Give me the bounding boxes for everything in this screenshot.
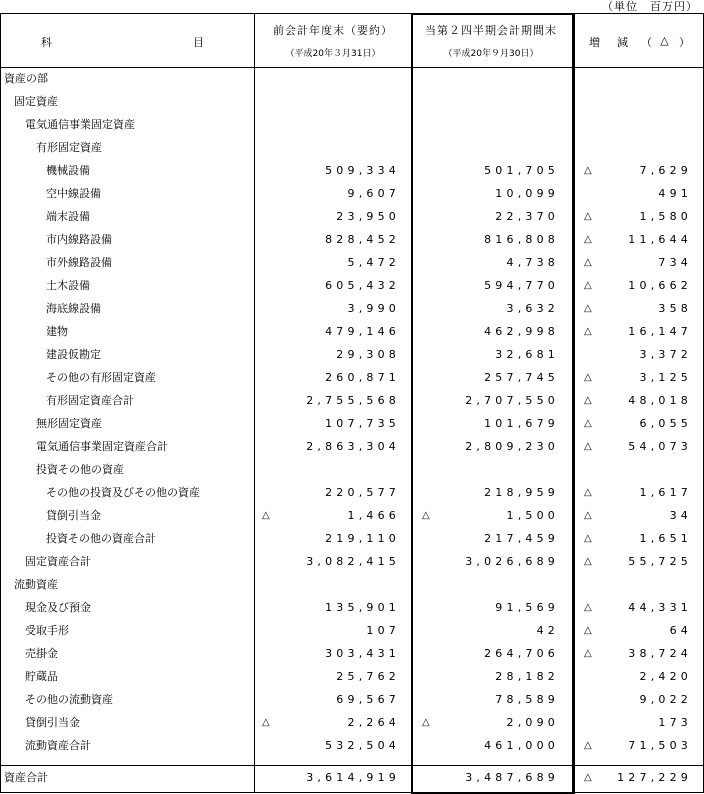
value-curr: 22,370 <box>495 210 559 223</box>
value-curr: 2,809,230 <box>465 440 559 453</box>
row-label: 固定資産合計 <box>25 555 91 568</box>
value-chg: 44,331 <box>628 601 692 614</box>
row-label: 受取手形 <box>25 624 69 637</box>
table-row <box>0 619 704 642</box>
row-label: 機械設備 <box>46 164 90 177</box>
table-row <box>0 573 704 596</box>
row-label: 貯蔵品 <box>25 670 58 683</box>
negative-mark: △ <box>584 740 592 751</box>
value-chg: 10,662 <box>628 279 692 292</box>
table-row <box>0 642 704 665</box>
negative-mark: △ <box>422 717 430 728</box>
value-prev: 107,735 <box>325 417 400 430</box>
value-chg: 16,147 <box>628 325 692 338</box>
table-row <box>0 205 704 228</box>
value-prev: 25,762 <box>336 670 400 683</box>
value-prev: 3,990 <box>347 302 400 315</box>
negative-mark: △ <box>584 602 592 613</box>
value-curr: 3,632 <box>506 302 559 315</box>
row-label: 現金及び預金 <box>25 601 91 614</box>
negative-mark: △ <box>584 418 592 429</box>
value-curr: 218,959 <box>484 486 559 499</box>
negative-mark: △ <box>262 717 270 728</box>
row-label: 電気通信事業固定資産合計 <box>36 440 168 453</box>
value-chg: 9,022 <box>639 693 692 706</box>
row-label: 投資その他の資産 <box>36 463 124 476</box>
row-label: 資産合計 <box>4 771 48 784</box>
negative-mark: △ <box>584 556 592 567</box>
value-chg: 55,725 <box>628 555 692 568</box>
value-curr: 462,998 <box>484 325 559 338</box>
header-subject-1: 科 <box>41 36 53 49</box>
value-prev: 107 <box>366 624 400 637</box>
value-curr: 91,569 <box>495 601 559 614</box>
row-label: 土木設備 <box>46 279 90 292</box>
value-curr: 257,745 <box>484 371 559 384</box>
value-chg: 48,018 <box>628 394 692 407</box>
value-curr: 2,707,550 <box>465 394 559 407</box>
value-curr: 78,589 <box>495 693 559 706</box>
row-label: その他の流動資産 <box>25 693 113 706</box>
value-curr: 461,000 <box>484 739 559 752</box>
header-change-4: △ <box>660 34 670 47</box>
value-prev: 1,466 <box>347 509 400 522</box>
value-prev: 532,504 <box>325 739 400 752</box>
value-chg: 358 <box>658 302 692 315</box>
row-label: 有形固定資産 <box>36 141 102 154</box>
value-chg: 127,229 <box>617 771 692 784</box>
value-curr: 10,099 <box>495 187 559 200</box>
row-label: 貸倒引当金 <box>25 716 80 729</box>
table-row <box>0 504 704 527</box>
value-curr: 101,679 <box>484 417 559 430</box>
table-row <box>0 412 704 435</box>
row-label: 建物 <box>46 325 68 338</box>
header-curr-date: （平成20年９月30日） <box>443 49 539 59</box>
negative-mark: △ <box>584 165 592 176</box>
negative-mark: △ <box>584 533 592 544</box>
negative-mark: △ <box>584 211 592 222</box>
table-row <box>0 766 704 789</box>
header-prev-date: （平成20年３月31日） <box>285 49 381 59</box>
table-row <box>0 596 704 619</box>
value-prev: 828,452 <box>325 233 400 246</box>
table-row <box>0 113 704 136</box>
row-label: 無形固定資産 <box>36 417 102 430</box>
row-label: 貸倒引当金 <box>46 509 101 522</box>
row-label: 市内線路設備 <box>46 233 112 246</box>
table-row <box>0 228 704 251</box>
value-curr: 42 <box>536 624 559 637</box>
table-row <box>0 297 704 320</box>
value-prev: 220,577 <box>325 486 400 499</box>
header-change-3: （ <box>641 36 653 49</box>
table-row <box>0 251 704 274</box>
value-curr: 816,808 <box>484 233 559 246</box>
value-chg: 38,724 <box>628 647 692 660</box>
row-label: 投資その他の資産合計 <box>46 532 156 545</box>
value-curr: 2,090 <box>506 716 559 729</box>
value-prev: 219,110 <box>325 532 400 545</box>
row-label: 固定資産 <box>14 95 58 108</box>
negative-mark: △ <box>422 510 430 521</box>
value-prev: 69,567 <box>336 693 400 706</box>
value-prev: 3,614,919 <box>306 771 400 784</box>
negative-mark: △ <box>584 280 592 291</box>
table-row <box>0 182 704 205</box>
negative-mark: △ <box>584 441 592 452</box>
negative-mark: △ <box>584 625 592 636</box>
header-curr: 当第２四半期会計期間末 <box>425 24 557 37</box>
negative-mark: △ <box>584 326 592 337</box>
row-label: 市外線路設備 <box>46 256 112 269</box>
table-row <box>0 481 704 504</box>
value-prev: 23,950 <box>336 210 400 223</box>
row-label: 空中線設備 <box>46 187 101 200</box>
negative-mark: △ <box>262 510 270 521</box>
row-label: 端末設備 <box>46 210 90 223</box>
negative-mark: △ <box>584 257 592 268</box>
value-chg: 734 <box>658 256 692 269</box>
value-prev: 2,863,304 <box>306 440 400 453</box>
value-chg: 34 <box>669 509 692 522</box>
value-prev: 29,308 <box>336 348 400 361</box>
negative-mark: △ <box>584 395 592 406</box>
value-curr: 4,738 <box>506 256 559 269</box>
value-prev: 2,755,568 <box>306 394 400 407</box>
value-chg: 71,503 <box>628 739 692 752</box>
value-chg: 11,644 <box>628 233 692 246</box>
table-row <box>0 458 704 481</box>
table-row <box>0 159 704 182</box>
negative-mark: △ <box>584 772 592 783</box>
header-prev: 前会計年度末（要約） <box>273 24 393 37</box>
row-label: 海底線設備 <box>46 302 101 315</box>
header-change-1: 増 <box>589 36 601 49</box>
value-prev: 3,082,415 <box>306 555 400 568</box>
row-label: 電気通信事業固定資産 <box>25 118 135 131</box>
value-chg: 7,629 <box>639 164 692 177</box>
table-row <box>0 711 704 734</box>
row-label: 流動資産合計 <box>25 739 91 752</box>
value-chg: 54,073 <box>628 440 692 453</box>
row-label: 資産の部 <box>4 72 48 85</box>
value-chg: 6,055 <box>639 417 692 430</box>
table-row <box>0 343 704 366</box>
table-row <box>0 366 704 389</box>
row-label: その他の投資及びその他の資産 <box>46 486 200 499</box>
header-change-5: ） <box>679 36 691 49</box>
header-change-2: 減 <box>617 36 629 49</box>
table-row <box>0 389 704 412</box>
row-label: 有形固定資産合計 <box>46 394 134 407</box>
value-curr: 1,500 <box>506 509 559 522</box>
table-row <box>0 320 704 343</box>
value-chg: 3,125 <box>639 371 692 384</box>
value-chg: 1,580 <box>639 210 692 223</box>
negative-mark: △ <box>584 487 592 498</box>
table-row <box>0 67 704 90</box>
value-chg: 1,651 <box>639 532 692 545</box>
value-chg: 173 <box>658 716 692 729</box>
value-prev: 5,472 <box>347 256 400 269</box>
table-row <box>0 90 704 113</box>
value-prev: 479,146 <box>325 325 400 338</box>
row-label: 売掛金 <box>25 647 58 660</box>
value-curr: 28,182 <box>495 670 559 683</box>
table-row <box>0 665 704 688</box>
table-row <box>0 527 704 550</box>
value-curr: 3,487,689 <box>465 771 559 784</box>
table-row <box>0 136 704 159</box>
row-label: その他の有形固定資産 <box>46 371 156 384</box>
negative-mark: △ <box>584 234 592 245</box>
negative-mark: △ <box>584 648 592 659</box>
value-curr: 217,459 <box>484 532 559 545</box>
value-curr: 501,705 <box>484 164 559 177</box>
negative-mark: △ <box>584 510 592 521</box>
table-row <box>0 274 704 297</box>
value-prev: 509,334 <box>325 164 400 177</box>
value-prev: 605,432 <box>325 279 400 292</box>
value-prev: 303,431 <box>325 647 400 660</box>
table-row <box>0 734 704 757</box>
value-chg: 2,420 <box>639 670 692 683</box>
value-prev: 260,871 <box>325 371 400 384</box>
value-prev: 2,264 <box>347 716 400 729</box>
value-curr: 32,681 <box>495 348 559 361</box>
value-curr: 3,026,689 <box>465 555 559 568</box>
unit-label: （単位 百万円） <box>602 0 698 13</box>
row-label: 建設仮勘定 <box>46 348 101 361</box>
value-curr: 264,706 <box>484 647 559 660</box>
value-prev: 9,607 <box>347 187 400 200</box>
value-curr: 594,770 <box>484 279 559 292</box>
table-row <box>0 435 704 458</box>
table-row <box>0 688 704 711</box>
header-subject-2: 目 <box>193 36 205 49</box>
value-chg: 64 <box>669 624 692 637</box>
value-chg: 3,372 <box>639 348 692 361</box>
negative-mark: △ <box>584 303 592 314</box>
value-chg: 491 <box>658 187 692 200</box>
value-prev: 135,901 <box>325 601 400 614</box>
table-row <box>0 550 704 573</box>
negative-mark: △ <box>584 372 592 383</box>
value-chg: 1,617 <box>639 486 692 499</box>
row-label: 流動資産 <box>14 578 58 591</box>
